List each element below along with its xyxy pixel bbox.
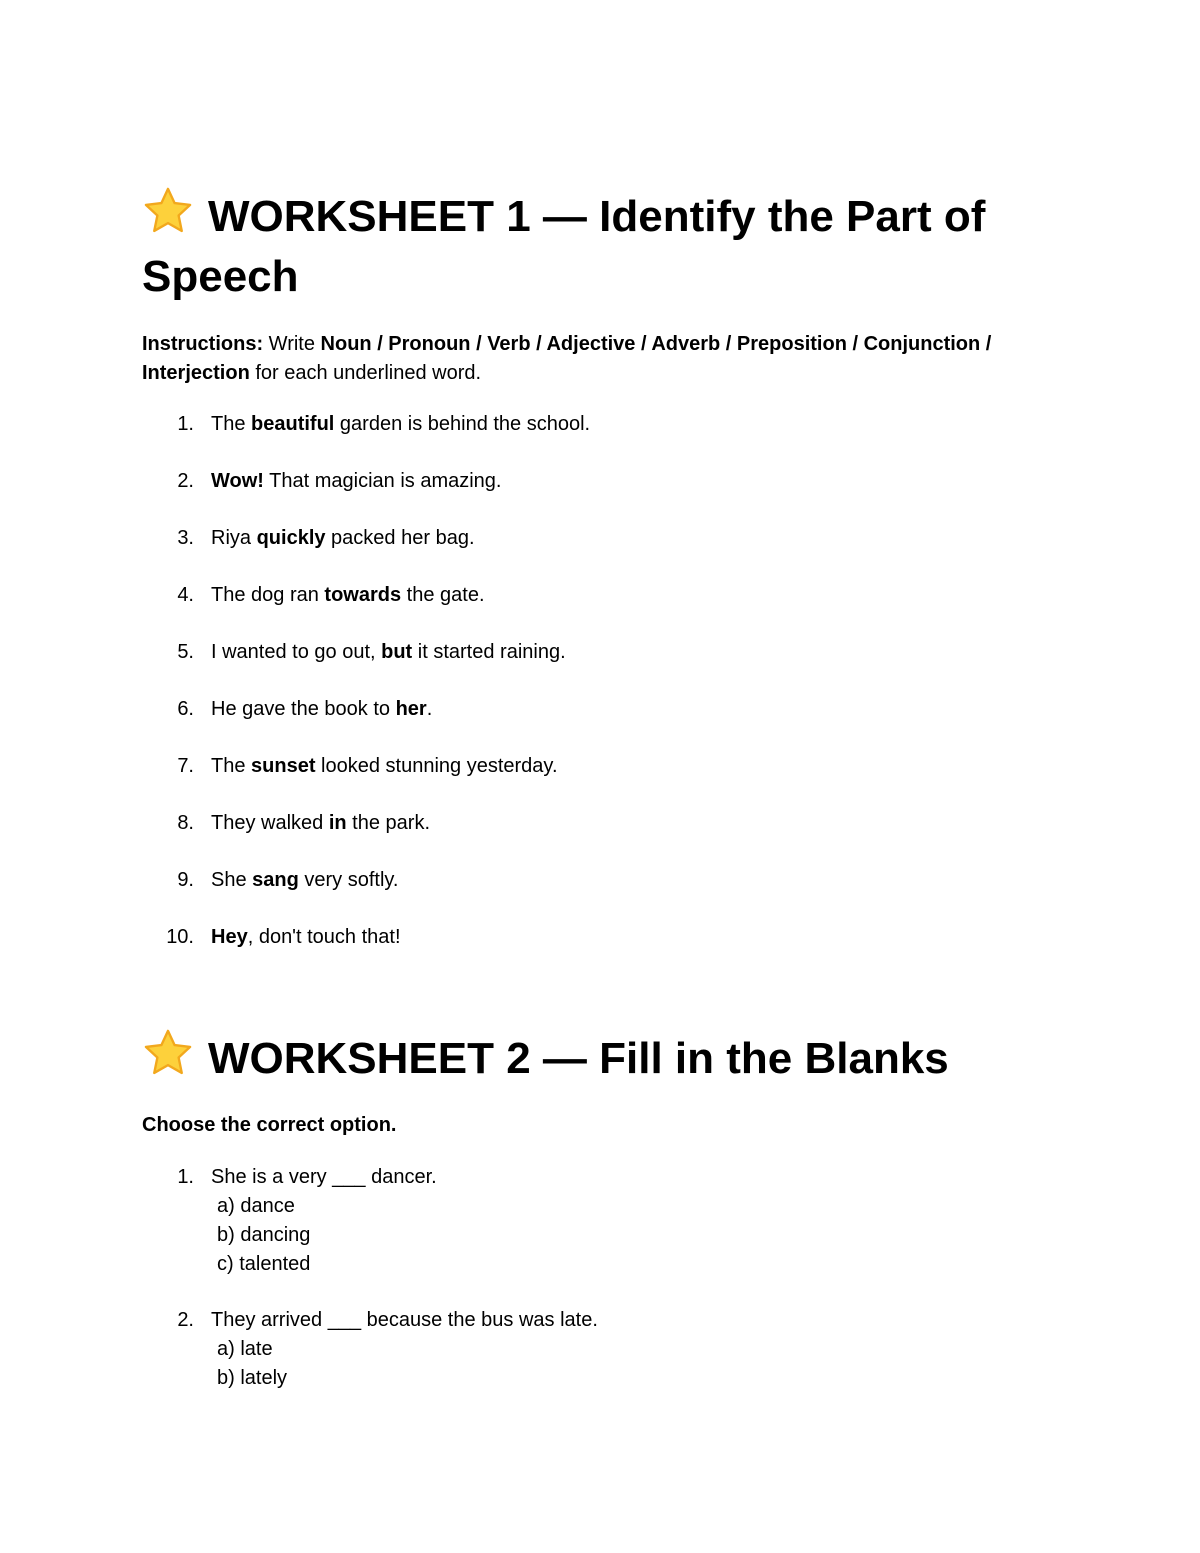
answer-option: a) late xyxy=(217,1338,273,1360)
star-icon xyxy=(142,185,194,237)
item-number: 1. xyxy=(177,1166,194,1188)
item-keyword: her xyxy=(395,698,427,720)
item-text: . xyxy=(426,698,433,720)
answer-option: b) dancing xyxy=(217,1224,311,1246)
item-text: the gate. xyxy=(401,584,485,606)
item-number: 9. xyxy=(177,869,194,891)
instructions-text-1: Write xyxy=(263,333,321,355)
list-item xyxy=(142,695,432,724)
worksheet-2-title xyxy=(142,1027,1072,1089)
list-item xyxy=(142,1306,598,1393)
item-text: Riya xyxy=(211,527,257,549)
item-keyword: Hey xyxy=(211,926,248,948)
item-text: I wanted to go out, xyxy=(211,641,382,663)
star-icon xyxy=(142,1027,194,1079)
item-text: He gave the book to xyxy=(211,698,396,720)
item-number: 2. xyxy=(177,470,194,492)
item-number: 7. xyxy=(177,755,194,777)
item-question: She is a very ___ dancer. xyxy=(211,1166,437,1188)
list-item xyxy=(142,923,401,952)
item-keyword: quickly xyxy=(256,527,326,549)
worksheet-2-title-text: WORKSHEET 2 — Fill in the Blanks xyxy=(208,1034,949,1083)
list-item xyxy=(142,581,485,610)
item-text: looked stunning yesterday. xyxy=(315,755,558,777)
worksheet-1-title-text: WORKSHEET 1 — Identify the Part of Speech xyxy=(142,192,986,301)
instructions-text-2: for each underlined word. xyxy=(249,362,482,384)
item-text: the park. xyxy=(346,812,431,834)
item-text: , don't touch that! xyxy=(247,926,401,948)
instructions-options: Noun / Pronoun / Verb / Adjective / Adverb / Preposition / Conjunction / Interjection xyxy=(142,333,992,384)
item-number: 6. xyxy=(177,698,194,720)
list-item xyxy=(142,467,501,496)
item-text: The xyxy=(211,413,252,435)
list-item xyxy=(142,638,566,667)
instructions-label: Instructions: xyxy=(142,333,264,355)
item-keyword: in xyxy=(328,812,347,834)
answer-option: c) talented xyxy=(217,1253,311,1275)
item-text: packed her bag. xyxy=(325,527,475,549)
list-item xyxy=(142,524,475,553)
list-item xyxy=(142,410,590,439)
item-number: 3. xyxy=(177,527,194,549)
list-item xyxy=(142,1163,437,1279)
answer-option: a) dance xyxy=(217,1195,295,1217)
list-item xyxy=(142,809,430,838)
item-number: 5. xyxy=(177,641,194,663)
instructions xyxy=(142,330,1072,388)
answer-option: b) lately xyxy=(217,1367,288,1389)
worksheet-2-instruction: Choose the correct option. xyxy=(142,1114,397,1136)
list-item xyxy=(142,752,558,781)
item-keyword: beautiful xyxy=(251,413,335,435)
item-number: 1. xyxy=(177,413,194,435)
item-keyword: Wow! xyxy=(211,470,264,492)
item-number: 8. xyxy=(177,812,194,834)
item-text: very softly. xyxy=(298,869,399,891)
item-text: garden is behind the school. xyxy=(334,413,591,435)
item-keyword: sang xyxy=(252,869,299,891)
item-number: 2. xyxy=(177,1309,194,1331)
item-keyword: sunset xyxy=(251,755,316,777)
item-keyword: towards xyxy=(324,584,402,606)
item-question: They arrived ___ because the bus was late. xyxy=(211,1309,598,1331)
item-number: 10. xyxy=(166,926,194,948)
list-item xyxy=(142,866,399,895)
item-keyword: but xyxy=(381,641,413,663)
item-text: They walked xyxy=(211,812,329,834)
item-text: it started raining. xyxy=(412,641,566,663)
item-number: 4. xyxy=(177,584,194,606)
item-text: She xyxy=(211,869,253,891)
item-text: That magician is amazing. xyxy=(263,470,502,492)
item-text: The dog ran xyxy=(211,584,325,606)
item-text: The xyxy=(211,755,252,777)
worksheet-1-title xyxy=(142,185,1072,307)
